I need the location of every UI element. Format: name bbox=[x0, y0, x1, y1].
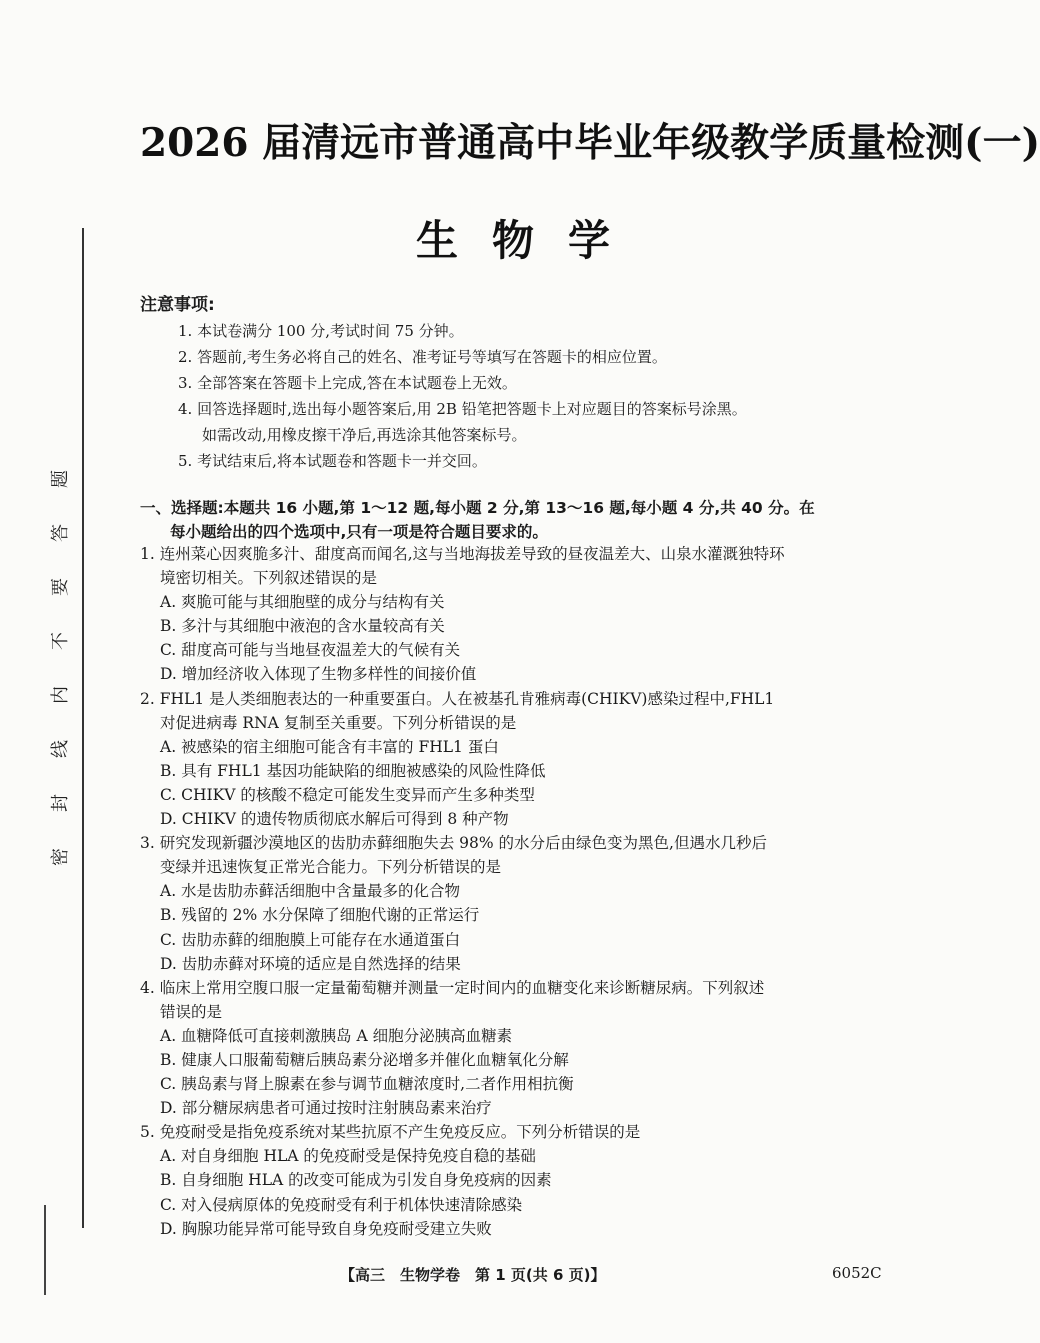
option-a: A. 水是齿肋赤藓活细胞中含量最多的化合物 bbox=[160, 882, 461, 901]
question-stem: 3. 研究发现新疆沙漠地区的齿肋赤藓细胞失去 98% 的水分后由绿色变为黑色,但遇水几秒后 bbox=[140, 834, 767, 853]
option-c: C. 甜度高可能与当地昼夜温差大的气候有关 bbox=[160, 641, 461, 660]
question-3 bbox=[140, 831, 912, 976]
question-stem: 4. 临床上常用空腹口服一定量葡萄糖并测量一定时间内的血糖变化来诊断糖尿病。下列叙述 bbox=[140, 978, 765, 997]
option-a: A. 被感染的宿主细胞可能含有丰富的 FHL1 蛋白 bbox=[160, 737, 499, 756]
question-list bbox=[140, 542, 912, 1241]
question-stem: 5. 免疫耐受是指免疫系统对某些抗原不产生免疫反应。下列分析错误的是 bbox=[140, 1123, 641, 1142]
note-item: 2. 答题前,考生务必将自己的姓名、准考证号等填写在答题卡的相应位置。 bbox=[178, 348, 667, 366]
option-c: C. CHIKV 的核酸不稳定可能发生变异而产生多种类型 bbox=[160, 785, 535, 804]
section-heading-line: 每小题给出的四个选项中,只有一项是符合题目要求的。 bbox=[170, 523, 548, 541]
option-a: A. 对自身细胞 HLA 的免疫耐受是保持免疫自稳的基础 bbox=[160, 1147, 536, 1166]
paper-code: 6052C bbox=[832, 1264, 882, 1282]
question-stem: 2. FHL1 是人类细胞表达的一种重要蛋白。人在被基孔肯雅病毒(CHIKV)感染过程中,FHL1 bbox=[140, 689, 775, 708]
option-d: D. CHIKV 的遗传物质彻底水解后可得到 8 种产物 bbox=[160, 810, 509, 829]
note-item-continuation: 如需改动,用橡皮擦干净后,再选涂其他答案标号。 bbox=[202, 426, 527, 444]
seal-char: 内 bbox=[50, 686, 71, 704]
page-footer: 【高三 生物学卷 第 1 页(共 6 页)】 bbox=[340, 1266, 606, 1284]
question-stem: 1. 连州菜心因爽脆多汁、甜度高而闻名,这与当地海拔差导致的昼夜温差大、山泉水灌溉独特环 bbox=[140, 545, 785, 563]
seal-char: 答 bbox=[50, 524, 71, 542]
note-item: 1. 本试卷满分 100 分,考试时间 75 分钟。 bbox=[178, 322, 464, 340]
option-a: A. 爽脆可能与其细胞壁的成分与结构有关 bbox=[160, 593, 445, 612]
question-2 bbox=[140, 687, 912, 832]
option-d: D. 部分糖尿病患者可通过按时注射胰岛素来治疗 bbox=[160, 1099, 492, 1118]
question-stem: 错误的是 bbox=[160, 1002, 223, 1021]
note-item: 5. 考试结束后,将本试题卷和答题卡一并交回。 bbox=[178, 452, 487, 470]
section-heading-line: 一、选择题:本题共 16 小题,第 1～12 题,每小题 2 分,第 13～16 题,每小题 4 分,共 40 分。在 bbox=[140, 499, 815, 517]
question-stem: 对促进病毒 RNA 复制至关重要。下列分析错误的是 bbox=[160, 713, 517, 732]
seal-char: 题 bbox=[50, 470, 71, 488]
exam-title: 2026 届清远市普通高中毕业年级教学质量检测(一) bbox=[140, 120, 1040, 166]
option-d: D. 齿肋赤藓对环境的适应是自然选择的结果 bbox=[160, 954, 461, 973]
option-c: C. 对入侵病原体的免疫耐受有利于机体快速清除感染 bbox=[160, 1195, 523, 1214]
notes-list bbox=[178, 318, 918, 474]
question-5 bbox=[140, 1120, 912, 1240]
seal-char: 密 bbox=[50, 848, 71, 866]
binding-line-lower bbox=[44, 1205, 46, 1295]
option-c: C. 胰岛素与肾上腺素在参与调节血糖浓度时,二者作用相抗衡 bbox=[160, 1075, 574, 1094]
subject-title: 生物学 bbox=[415, 216, 644, 265]
option-d: D. 增加经济收入体现了生物多样性的间接价值 bbox=[160, 665, 477, 684]
option-b: B. 残留的 2% 水分保障了细胞代谢的正常运行 bbox=[160, 906, 480, 925]
note-item: 3. 全部答案在答题卡上完成,答在本试题卷上无效。 bbox=[178, 374, 517, 392]
option-b: B. 健康人口服葡萄糖后胰岛素分泌增多并催化血糖氧化分解 bbox=[160, 1050, 569, 1069]
binding-line bbox=[82, 228, 84, 1228]
section-heading bbox=[140, 496, 912, 544]
option-b: B. 具有 FHL1 基因功能缺陷的细胞被感染的风险性降低 bbox=[160, 761, 546, 780]
option-c: C. 齿肋赤藓的细胞膜上可能存在水通道蛋白 bbox=[160, 930, 461, 949]
question-stem: 变绿并迅速恢复正常光合能力。下列分析错误的是 bbox=[160, 858, 502, 877]
note-item: 4. 回答选择题时,选出每小题答案后,用 2B 铅笔把答题卡上对应题目的答案标号涂黑。 bbox=[178, 400, 747, 418]
notes-heading: 注意事项: bbox=[140, 295, 215, 315]
question-1 bbox=[140, 542, 912, 687]
option-d: D. 胸腺功能异常可能导致自身免疫耐受建立失败 bbox=[160, 1219, 492, 1238]
question-4 bbox=[140, 976, 912, 1121]
option-b: B. 自身细胞 HLA 的改变可能成为引发自身免疫病的因素 bbox=[160, 1171, 552, 1190]
seal-char: 线 bbox=[50, 740, 71, 758]
question-stem: 境密切相关。下列叙述错误的是 bbox=[160, 569, 378, 588]
seal-line-text bbox=[46, 470, 76, 902]
option-b: B. 多汁与其细胞中液泡的含水量较高有关 bbox=[160, 617, 445, 636]
seal-char: 不 bbox=[50, 632, 71, 650]
option-a: A. 血糖降低可直接刺激胰岛 A 细胞分泌胰高血糖素 bbox=[160, 1026, 513, 1045]
seal-char: 封 bbox=[50, 794, 71, 812]
seal-char: 要 bbox=[50, 578, 71, 596]
